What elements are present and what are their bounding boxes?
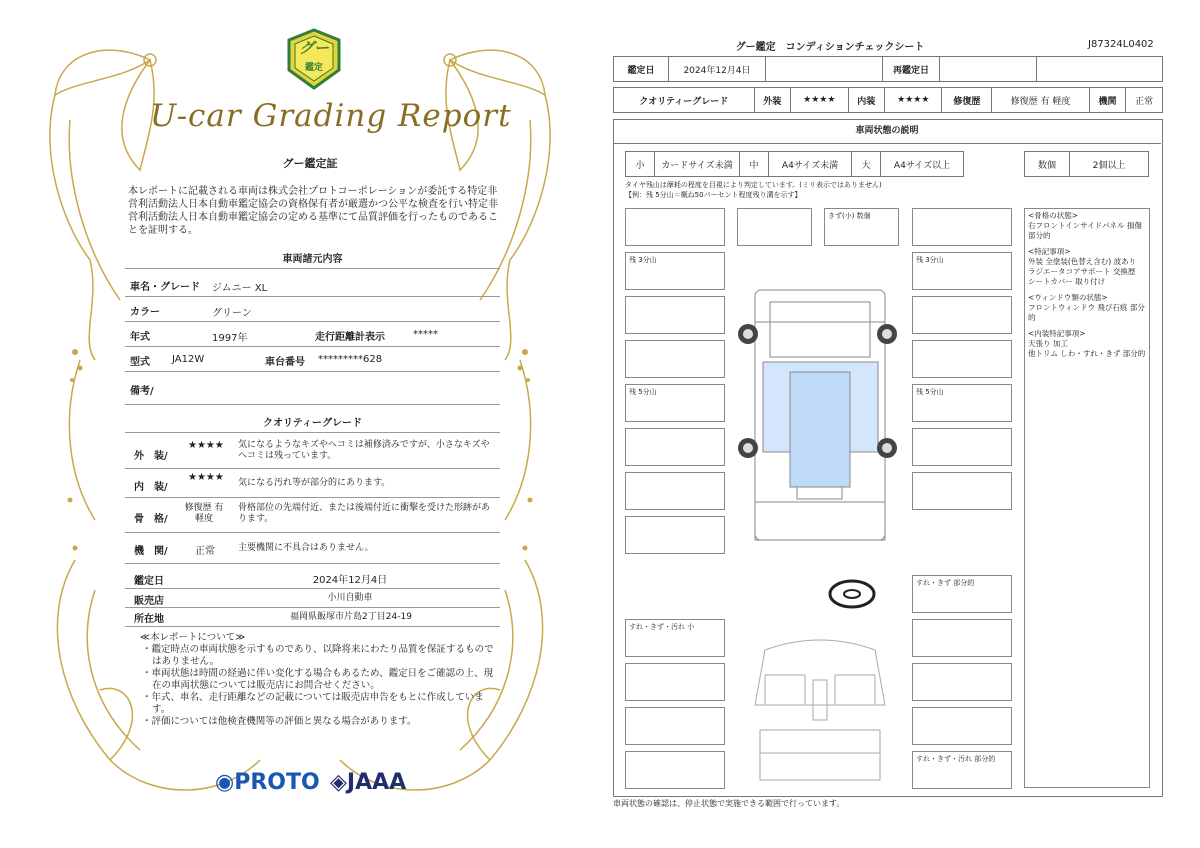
notes-line: <特記事項>: [1028, 247, 1071, 256]
date-row-table: [613, 56, 1163, 82]
jaaa-logo-text: JAAA: [346, 770, 407, 795]
callout-box: [912, 619, 1012, 657]
jaaa-mark-icon: ◈: [330, 770, 347, 795]
engine-label: 機関: [1089, 88, 1126, 113]
empty-cell: [940, 57, 1037, 82]
divider: [125, 563, 500, 564]
notes-line: 他トリム しわ・すれ・きず 部分的: [1028, 349, 1146, 358]
tire-note-2: 【例：残 5分山＝概ね50パーセント程度残り溝を示す】: [625, 191, 802, 199]
chassis-value: *********628: [318, 354, 383, 365]
date-label: 鑑定日: [614, 57, 669, 82]
callout-tire-front-right: 残 3分山: [912, 252, 1012, 290]
legend-count-desc: 2個以上: [1070, 152, 1149, 177]
quality-exterior-label: 外 装/: [134, 451, 168, 462]
chassis-label: 車台番号: [265, 357, 305, 368]
specs-title: 車両諸元内容: [282, 254, 343, 265]
jaaa-logo: [330, 770, 406, 795]
dealer-label: 販売店: [134, 596, 164, 607]
mileage-label: 走行距離計表示: [315, 332, 385, 343]
car-name-value: ジムニー XL: [212, 283, 268, 294]
quality-interior-desc: 気になる汚れ等が部分的にあります。: [238, 478, 391, 488]
callout-box: [625, 751, 725, 789]
repair-value: 修復歴 有 軽度: [992, 88, 1090, 113]
callout-box: [625, 707, 725, 745]
callout-interior-right: すれ・きず・汚れ 部分的: [912, 751, 1012, 789]
grade-label: クオリティーグレード: [614, 88, 755, 113]
count-legend-table: [1024, 151, 1149, 177]
divider: [125, 321, 500, 322]
callout-interior-left: すれ・きず・汚れ 小: [625, 619, 725, 657]
notes-line: シートカバー 取り付け: [1028, 277, 1106, 286]
model-label: 型式: [130, 357, 150, 368]
address-value: 福岡県飯塚市片島2丁目24-19: [290, 612, 412, 622]
exterior-value: ★★★★: [791, 88, 848, 113]
quality-exterior-grade: ★★★★: [188, 440, 224, 451]
divider: [125, 532, 500, 533]
divider: [125, 371, 500, 372]
proto-logo-text: PROTO: [234, 770, 320, 795]
engine-value: 正常: [1126, 88, 1163, 113]
note-item: ・評価については他検査機関等の評価と異なる場合があります。: [142, 716, 417, 727]
callout-box: [625, 296, 725, 334]
notes-line: 天張り 加工: [1028, 339, 1068, 348]
quality-interior-label: 内 装/: [134, 482, 168, 493]
year-value: 1997年: [212, 333, 248, 344]
size-legend-table: [625, 151, 964, 177]
quality-engine-grade: 正常: [195, 546, 215, 557]
certificate-intro: 本レポートに記載される車両は株式会社プロトコーポレーションが委託する特定非営利活動法人日本自動車鑑定協会の資格保有者が厳選かつ公平な検査を行い特定非営利活動法人日本自動車鑑定協会の定める基準にて品質評価を行ったものであることを証明する。: [128, 186, 498, 236]
legend-large: 大: [852, 152, 881, 177]
color-label: カラー: [130, 307, 160, 318]
divider: [125, 626, 500, 627]
callout-front-top: きず(小) 数個: [824, 208, 899, 246]
remarks-label: 備考/: [130, 386, 154, 397]
divider: [125, 404, 500, 405]
callout-box: [912, 472, 1012, 510]
notes-line: フロントウィンドウ 飛び石痕 部分的: [1028, 303, 1145, 322]
note-item: ・車両状態は時間の経過に伴い変化する場合もあるため、鑑定日をご確認の上、現在の車両状態については販売店にお問合せください。: [142, 668, 494, 691]
interior-label: 内装: [848, 88, 885, 113]
certificate-title: U-car Grading Report: [150, 98, 512, 134]
certificate-subtitle: グー鑑定証: [282, 157, 338, 170]
callout-box: [625, 472, 725, 510]
legend-medium-desc: A4サイズ未満: [769, 152, 852, 177]
notes-line: 部分的: [1028, 231, 1051, 240]
inspection-date-label: 鑑定日: [134, 576, 164, 587]
quality-engine-label: 機 関/: [134, 546, 168, 557]
notes-line: 右フロントインサイドパネル 損傷: [1028, 221, 1142, 230]
legend-small: 小: [626, 152, 655, 177]
callout-tire-front-left: 残 3分山: [625, 252, 725, 290]
tire-note-1: タイヤ残山は摩耗の程度を目視により判定しています。(ミリ表示ではありません): [625, 181, 882, 189]
notes-title: ≪本レポートについて≫: [140, 632, 246, 643]
quality-exterior-desc: 気になるようなキズやヘコミは補修済みですが、小さなキズやヘコミは残っています。: [238, 440, 490, 461]
callout-box: [912, 208, 1012, 246]
callout-box: [625, 428, 725, 466]
notes-line: <内装特記事項>: [1028, 329, 1086, 338]
sheet-footer: 車両状態の確認は、停止状態で実施できる範囲で行っています。: [613, 799, 845, 808]
dealer-value: 小川自動車: [327, 593, 373, 603]
notes-line: ラジエータコアサポート 交換歴: [1028, 267, 1136, 276]
quality-frame-label: 骨 格/: [134, 514, 168, 525]
car-name-label: 車名・グレード: [130, 282, 200, 293]
notes-line: <ウィンドウ類の状態>: [1028, 293, 1108, 302]
notes-line: 外装 全塗装(色替え含む) 波あり: [1028, 257, 1137, 266]
sheet-title: グー鑑定 コンディションチェックシート: [735, 42, 925, 53]
note-item: ・鑑定時点の車両状態を示すものであり、以降将来にわたり品質を保証するものではありません。: [142, 644, 494, 667]
quality-frame-grade: 修復歴 有 軽度: [184, 503, 224, 524]
divider: [125, 588, 500, 589]
repair-label: 修復歴: [942, 88, 992, 113]
divider: [125, 497, 500, 498]
car-top-view-diagram: [715, 262, 915, 552]
inspection-date-value: 2024年12月4日: [312, 575, 388, 586]
callout-box: [625, 663, 725, 701]
steering-wheel-icon: [827, 578, 877, 610]
legend-large-desc: A4サイズ以上: [881, 152, 964, 177]
condition-title: 車両状態の説明: [613, 119, 1161, 144]
badge-line2: 鑑定: [304, 63, 323, 73]
divider: [125, 468, 500, 469]
report-notes: [140, 632, 500, 728]
quality-engine-desc: 主要機関に不具合はありません。: [238, 543, 374, 553]
divider: [125, 432, 500, 433]
callout-box: [912, 707, 1012, 745]
empty-cell: [766, 57, 883, 82]
mileage-value: *****: [413, 329, 438, 340]
legend-count: 数個: [1025, 152, 1070, 177]
quality-frame-desc: 骨格部位の先端付近、または後端付近に衝撃を受けた形跡があります。: [238, 503, 491, 524]
divider: [125, 296, 500, 297]
callout-box: [912, 340, 1012, 378]
note-item: ・年式、車名、走行距離などの記載については販売店申告をもとに作成しています。: [142, 692, 484, 715]
quality-interior-grade: ★★★★: [188, 472, 224, 483]
legend-medium: 中: [740, 152, 769, 177]
proto-mark-icon: ◉: [215, 770, 235, 795]
address-label: 所在地: [134, 614, 164, 625]
divider: [125, 346, 500, 347]
badge-line1: グー: [298, 39, 329, 57]
sheet-code: J87324L0402: [1088, 39, 1154, 50]
year-label: 年式: [130, 332, 150, 343]
callout-box: [737, 208, 812, 246]
divider: [125, 607, 500, 608]
car-interior-diagram: [745, 635, 895, 790]
quality-title: クオリティーグレード: [263, 418, 362, 429]
callout-box: [625, 340, 725, 378]
callout-box: [625, 516, 725, 554]
color-value: グリーン: [212, 308, 252, 319]
condition-notes-panel: [1024, 208, 1150, 788]
date-value: 2024年12月4日: [669, 57, 766, 82]
reinspect-label: 再鑑定日: [883, 57, 940, 82]
callout-box: [912, 296, 1012, 334]
exterior-label: 外装: [754, 88, 791, 113]
callout-box: [625, 208, 725, 246]
model-value: JA12W: [172, 354, 205, 365]
interior-value: ★★★★: [885, 88, 942, 113]
legend-small-desc: カードサイズ未満: [655, 152, 740, 177]
callout-box: [912, 663, 1012, 701]
proto-logo: [215, 770, 320, 795]
empty-cell: [1037, 57, 1163, 82]
callout-steering: すれ・きず 部分的: [912, 575, 1012, 613]
grade-row-table: [613, 87, 1163, 113]
notes-line: <骨格の状態>: [1028, 211, 1079, 220]
callout-tire-rear-left: 残 5分山: [625, 384, 725, 422]
divider: [125, 268, 500, 269]
callout-box: [912, 428, 1012, 466]
callout-tire-rear-right: 残 5分山: [912, 384, 1012, 422]
